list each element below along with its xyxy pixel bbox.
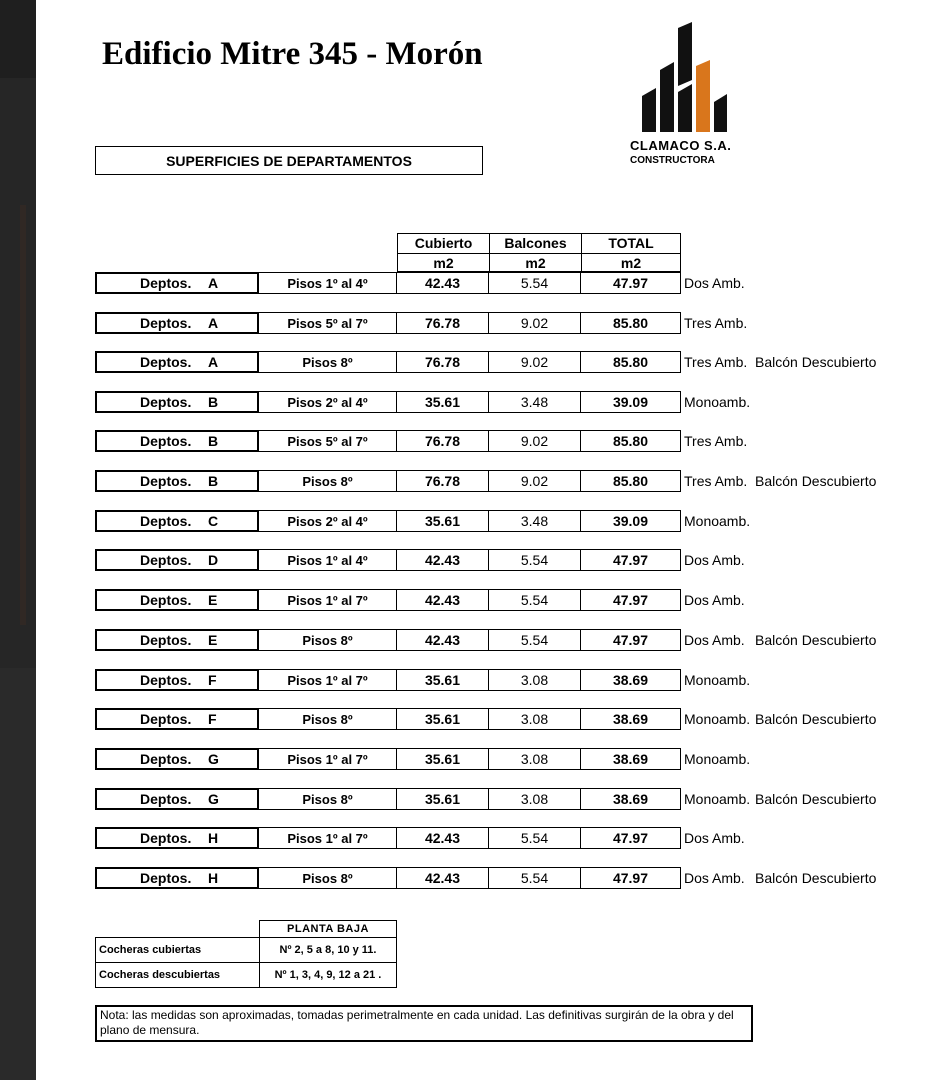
header-balcones-label: Balcones <box>490 234 581 254</box>
rooms-label: Tres Amb. <box>684 315 748 331</box>
logo-block <box>660 62 674 132</box>
total-area-cell: 38.69 <box>581 708 681 730</box>
floors-cell: Pisos 1º al 7º <box>259 827 397 849</box>
total-area-cell: 39.09 <box>581 391 681 413</box>
unit-label: Deptos. <box>140 791 192 807</box>
unit-letter: G <box>208 791 219 807</box>
header-balcones <box>489 233 582 272</box>
floors-cell: Pisos 1º al 4º <box>259 549 397 571</box>
unit-letter: F <box>208 672 217 688</box>
logo-block <box>696 60 710 132</box>
unit-label: Deptos. <box>140 830 192 846</box>
rooms-label: Monoamb. <box>684 394 751 410</box>
covered-area-cell: 76.78 <box>397 312 489 334</box>
rooms-label: Monoamb. <box>684 791 751 807</box>
header-balcones-unit: m2 <box>525 255 546 271</box>
covered-area-cell: 35.61 <box>397 669 489 691</box>
unit-label: Deptos. <box>140 433 192 449</box>
unit-label: Deptos. <box>140 354 192 370</box>
unit-type-cell <box>95 629 259 651</box>
balcony-area-cell: 9.02 <box>489 351 581 373</box>
floors-cell: Pisos 2º al 4º <box>259 510 397 532</box>
viewer-margin-band-top <box>0 0 36 78</box>
viewer-left-margin <box>0 0 36 1080</box>
floors-cell: Pisos 1º al 7º <box>259 589 397 611</box>
unit-letter: B <box>208 473 219 489</box>
total-area-cell: 38.69 <box>581 669 681 691</box>
balcony-note: Balcón Descubierto <box>755 711 877 727</box>
logo-tagline: CONSTRUCTORA <box>630 155 715 166</box>
unit-letter: A <box>208 315 219 331</box>
floors-cell: Pisos 8º <box>259 629 397 651</box>
rooms-label: Tres Amb. <box>684 354 748 370</box>
section-title: SUPERFICIES DE DEPARTAMENTOS <box>95 146 483 175</box>
rooms-label: Dos Amb. <box>684 552 745 568</box>
unit-label: Deptos. <box>140 394 192 410</box>
company-logo <box>626 22 766 172</box>
covered-area-cell: 42.43 <box>397 867 489 889</box>
balcony-area-cell: 5.54 <box>489 589 581 611</box>
balcony-note <box>755 312 915 334</box>
unit-letter: A <box>208 354 219 370</box>
floors-cell: Pisos 8º <box>259 867 397 889</box>
header-total-label: TOTAL <box>582 234 680 254</box>
rooms-label: Dos Amb. <box>684 275 745 291</box>
balcony-note <box>755 510 915 532</box>
total-area-cell: 85.80 <box>581 351 681 373</box>
unit-type-cell <box>95 510 259 532</box>
logo-block <box>714 94 727 132</box>
logo-block <box>678 22 692 86</box>
unit-label: Deptos. <box>140 711 192 727</box>
rooms-label: Monoamb. <box>684 751 751 767</box>
balcony-note: Balcón Descubierto <box>755 354 877 370</box>
rooms-label: Dos Amb. <box>684 632 745 648</box>
total-area-cell: 47.97 <box>581 867 681 889</box>
balcony-note <box>755 391 915 413</box>
disclaimer-note: Nota: las medidas son aproximadas, tomadas perimetralmente en cada unidad. Las definitivas surgirán de la obra y del plano de mensura. <box>95 1005 753 1042</box>
floors-cell: Pisos 2º al 4º <box>259 391 397 413</box>
balcony-note <box>755 748 915 770</box>
unit-type-cell <box>95 351 259 373</box>
balcony-note: Balcón Descubierto <box>755 632 877 648</box>
planta-baja-row-label: Cocheras descubiertas <box>95 962 260 988</box>
unit-label: Deptos. <box>140 592 192 608</box>
balcony-note <box>755 669 915 691</box>
unit-letter: A <box>208 275 219 291</box>
balcony-note <box>755 272 915 294</box>
unit-label: Deptos. <box>140 513 192 529</box>
balcony-note <box>755 827 915 849</box>
viewer-margin-band-middle <box>0 78 36 668</box>
total-area-cell: 47.97 <box>581 549 681 571</box>
unit-letter: G <box>208 751 219 767</box>
unit-type-cell <box>95 748 259 770</box>
unit-type-cell <box>95 312 259 334</box>
covered-area-cell: 35.61 <box>397 391 489 413</box>
covered-area-cell: 76.78 <box>397 430 489 452</box>
unit-type-cell <box>95 669 259 691</box>
balcony-area-cell: 3.08 <box>489 748 581 770</box>
covered-area-cell: 42.43 <box>397 272 489 294</box>
header-total <box>581 233 681 272</box>
total-area-cell: 85.80 <box>581 312 681 334</box>
planta-baja-row-value: Nº 2, 5 a 8, 10 y 11. <box>259 937 397 963</box>
balcony-area-cell: 5.54 <box>489 867 581 889</box>
unit-type-cell <box>95 430 259 452</box>
balcony-area-cell: 3.48 <box>489 510 581 532</box>
unit-letter: E <box>208 632 218 648</box>
rooms-label: Monoamb. <box>684 672 751 688</box>
balcony-note <box>755 549 915 571</box>
header-total-unit: m2 <box>620 255 642 271</box>
unit-type-cell <box>95 391 259 413</box>
unit-type-cell <box>95 788 259 810</box>
balcony-area-cell: 9.02 <box>489 312 581 334</box>
unit-type-cell <box>95 827 259 849</box>
balcony-note: Balcón Descubierto <box>755 473 877 489</box>
covered-area-cell: 42.43 <box>397 549 489 571</box>
total-area-cell: 47.97 <box>581 272 681 294</box>
balcony-area-cell: 5.54 <box>489 827 581 849</box>
total-area-cell: 38.69 <box>581 748 681 770</box>
document-page <box>36 0 931 1080</box>
floors-cell: Pisos 5º al 7º <box>259 430 397 452</box>
covered-area-cell: 76.78 <box>397 470 489 492</box>
covered-area-cell: 42.43 <box>397 827 489 849</box>
planta-baja-row-label: Cocheras cubiertas <box>95 937 260 963</box>
covered-area-cell: 35.61 <box>397 708 489 730</box>
header-cubierto-unit: m2 <box>433 255 454 271</box>
balcony-area-cell: 5.54 <box>489 629 581 651</box>
floors-cell: Pisos 8º <box>259 470 397 492</box>
unit-label: Deptos. <box>140 552 192 568</box>
header-cubierto-label: Cubierto <box>398 234 489 254</box>
total-area-cell: 38.69 <box>581 788 681 810</box>
covered-area-cell: 35.61 <box>397 748 489 770</box>
logo-block <box>678 84 692 132</box>
unit-label: Deptos. <box>140 672 192 688</box>
rooms-label: Dos Amb. <box>684 592 745 608</box>
covered-area-cell: 35.61 <box>397 788 489 810</box>
floors-cell: Pisos 5º al 7º <box>259 312 397 334</box>
unit-label: Deptos. <box>140 632 192 648</box>
unit-letter: B <box>208 394 219 410</box>
total-area-cell: 85.80 <box>581 430 681 452</box>
rooms-label: Monoamb. <box>684 513 751 529</box>
covered-area-cell: 42.43 <box>397 589 489 611</box>
total-area-cell: 47.97 <box>581 589 681 611</box>
balcony-area-cell: 5.54 <box>489 549 581 571</box>
planta-baja-header: PLANTA BAJA <box>259 920 397 938</box>
floors-cell: Pisos 1º al 7º <box>259 748 397 770</box>
balcony-note <box>755 589 915 611</box>
unit-type-cell <box>95 708 259 730</box>
logo-company-name: CLAMACO S.A. <box>630 138 732 153</box>
floors-cell: Pisos 8º <box>259 351 397 373</box>
rooms-label: Dos Amb. <box>684 870 745 886</box>
unit-letter: H <box>208 870 219 886</box>
balcony-area-cell: 3.08 <box>489 788 581 810</box>
unit-letter: E <box>208 592 218 608</box>
balcony-note: Balcón Descubierto <box>755 791 877 807</box>
unit-letter: D <box>208 552 219 568</box>
page-title: Edificio Mitre 345 - Morón <box>102 36 483 72</box>
floors-cell: Pisos 1º al 7º <box>259 669 397 691</box>
covered-area-cell: 76.78 <box>397 351 489 373</box>
logo-block <box>642 88 656 132</box>
unit-type-cell <box>95 867 259 889</box>
balcony-area-cell: 9.02 <box>489 470 581 492</box>
unit-label: Deptos. <box>140 473 192 489</box>
balcony-note <box>755 430 915 452</box>
rooms-label: Dos Amb. <box>684 830 745 846</box>
viewer-margin-shadow <box>20 205 26 625</box>
unit-letter: F <box>208 711 217 727</box>
total-area-cell: 85.80 <box>581 470 681 492</box>
unit-type-cell <box>95 589 259 611</box>
unit-type-cell <box>95 272 259 294</box>
balcony-area-cell: 9.02 <box>489 430 581 452</box>
balcony-area-cell: 3.08 <box>489 669 581 691</box>
header-cubierto <box>397 233 490 272</box>
planta-baja-row-value: Nº 1, 3, 4, 9, 12 a 21 . <box>259 962 397 988</box>
unit-label: Deptos. <box>140 275 192 291</box>
floors-cell: Pisos 8º <box>259 708 397 730</box>
balcony-area-cell: 3.08 <box>489 708 581 730</box>
covered-area-cell: 42.43 <box>397 629 489 651</box>
balcony-note: Balcón Descubierto <box>755 870 877 886</box>
total-area-cell: 47.97 <box>581 827 681 849</box>
rooms-label: Monoamb. <box>684 711 751 727</box>
unit-type-cell <box>95 549 259 571</box>
unit-label: Deptos. <box>140 315 192 331</box>
rooms-label: Tres Amb. <box>684 473 748 489</box>
covered-area-cell: 35.61 <box>397 510 489 532</box>
unit-letter: H <box>208 830 219 846</box>
unit-letter: C <box>208 513 219 529</box>
building-blocks-icon <box>626 22 766 137</box>
unit-type-cell <box>95 470 259 492</box>
total-area-cell: 39.09 <box>581 510 681 532</box>
unit-label: Deptos. <box>140 751 192 767</box>
balcony-area-cell: 3.48 <box>489 391 581 413</box>
total-area-cell: 47.97 <box>581 629 681 651</box>
rooms-label: Tres Amb. <box>684 433 748 449</box>
balcony-area-cell: 5.54 <box>489 272 581 294</box>
floors-cell: Pisos 1º al 4º <box>259 272 397 294</box>
floors-cell: Pisos 8º <box>259 788 397 810</box>
unit-label: Deptos. <box>140 870 192 886</box>
unit-letter: B <box>208 433 219 449</box>
